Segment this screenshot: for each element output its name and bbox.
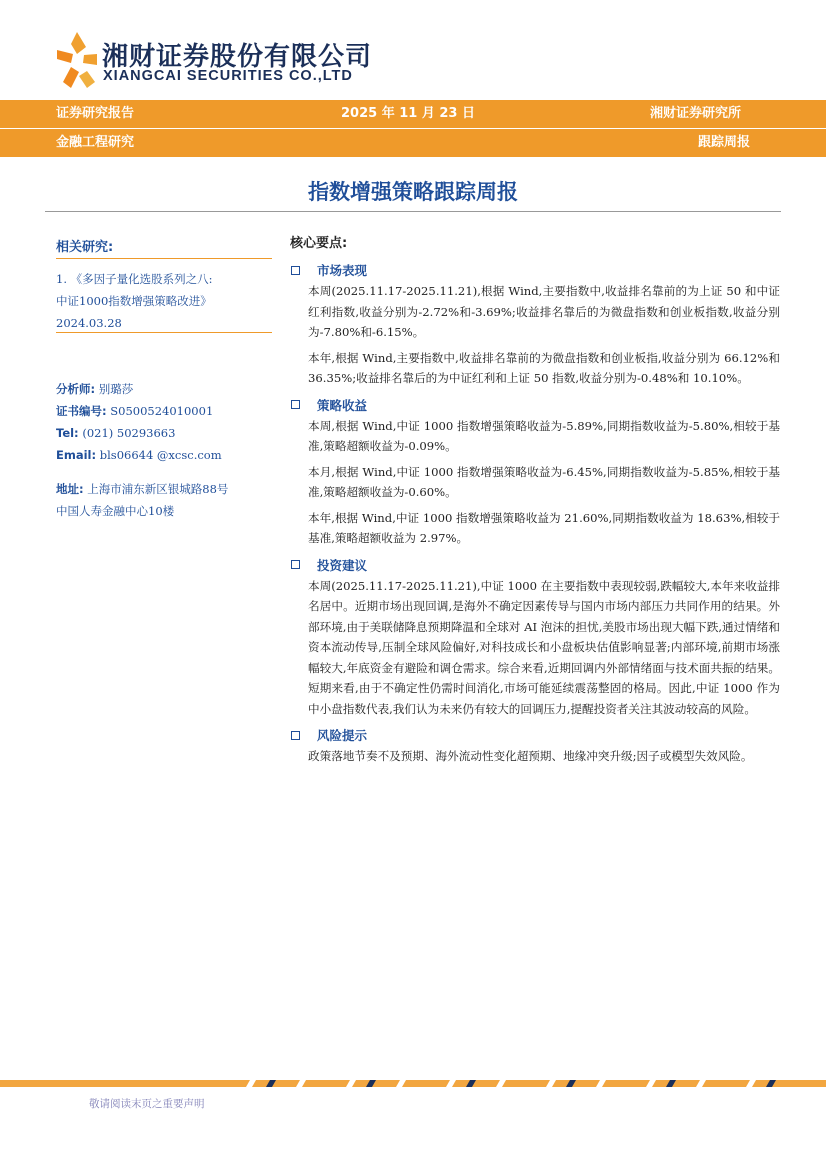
report-series: 跟踪周报 — [698, 135, 751, 150]
checkbox-bullet-icon — [291, 400, 300, 409]
title-divider — [45, 211, 781, 212]
advice-paragraph: 本周(2025.11.17-2025.11.21),中证 1000 在主要指数中表现较弱,跌幅较大,本年来收益排名居中。近期市场出现回调,是海外不确定因素传导与国内市场内部压力共同作用的结果。外部环境,由于美联储降息预期降温和全球对 AI 泡沫的担忧,美股市场出现大幅下跌,通过情绪和资本流动传导,压制全球风险偏好,对科技成长和小盘板块估值影响显著;内部环境,前期市场涨幅较大,年底资金有避险和调仓需求。综合来看,近期回调内外部情绪面与技术面共振的结果。短期来看,由于不确定性仍需时间消化,市场可能延续震荡整固的格局。因此,中证 1000 作为中小盘指数代表,我们认为未来仍有较大的回调压力,提醒投资者关注其波动较高的风险。 — [308, 578, 780, 716]
section-advice-heading: 投资建议 — [290, 554, 780, 576]
related-research-item[interactable] — [56, 268, 272, 334]
company-logo-icon — [57, 32, 97, 88]
analyst-cert-row: 证书编号: S0500524010001 — [56, 404, 214, 418]
sidebar-divider-bottom — [56, 332, 272, 333]
analyst-email-row: Email: bls06644 @xcsc.com — [56, 448, 222, 462]
report-type: 证券研究报告 — [56, 106, 135, 121]
institute-name: 湘财证券研究所 — [650, 106, 742, 121]
section-market-heading: 市场表现 — [290, 259, 780, 281]
report-date: 2025 年 11 月 23 日 — [341, 106, 475, 121]
market-paragraph: 本年,根据 Wind,主要指数中,收益排名靠前的为微盘指数和创业板指,收益分别为 66.12%和 36.35%;收益排名靠后的为中证红利和上证 50 指数,收益分别为-0.48%和 10.10%。 — [308, 350, 780, 385]
research-category: 金融工程研究 — [56, 135, 135, 150]
address-row-2: 中国人寿金融中心10楼 — [56, 504, 175, 518]
address-row: 地址: 上海市浦东新区银城路88号 — [56, 482, 229, 496]
analyst-name-row: 分析师: 别璐莎 — [56, 382, 134, 396]
checkbox-bullet-icon — [291, 731, 300, 740]
sidebar-divider-top — [56, 258, 272, 259]
related-research-heading: 相关研究: — [56, 240, 114, 255]
strategy-paragraph: 本年,根据 Wind,中证 1000 指数增强策略收益为 21.60%,同期指数收益为 18.63%,相较于基准,策略超额收益为 2.97%。 — [308, 510, 780, 545]
analyst-info — [56, 378, 286, 522]
related-research-line1: 1. 《多因子量化选股系列之八: — [56, 272, 213, 286]
strategy-paragraph: 本月,根据 Wind,中证 1000 指数增强策略收益为-6.45%,同期指数收益为-5.85%,相较于基准,策略超额收益为-0.60%。 — [308, 464, 780, 499]
main-content — [290, 232, 780, 772]
checkbox-bullet-icon — [291, 266, 300, 275]
page-title: 指数增强策略跟踪周报 — [308, 180, 518, 204]
checkbox-bullet-icon — [291, 560, 300, 569]
company-name-cn: 湘财证券股份有限公司 — [102, 42, 373, 72]
company-name-en: XIANGCAI SECURITIES CO.,LTD — [103, 68, 353, 84]
footer-disclaimer: 敬请阅读末页之重要声明 — [89, 1098, 205, 1110]
analyst-tel-row: Tel: (021) 50293663 — [56, 426, 176, 440]
footer-stripe — [0, 1080, 826, 1087]
header-band-top — [0, 100, 826, 128]
market-paragraph: 本周(2025.11.17-2025.11.21),根据 Wind,主要指数中,收益排名靠前的为上证 50 和中证红利指数,收益分别为-2.72%和-3.69%;收益排名靠后的为微盘指数和创业板指数,收益分别为-7.80%和-6.15%。 — [308, 284, 780, 339]
risk-paragraph: 政策落地节奏不及预期、海外流动性变化超预期、地缘冲突升级;因子或模型失效风险。 — [308, 749, 753, 763]
header-band-bottom — [0, 128, 826, 157]
section-strategy-heading: 策略收益 — [290, 394, 780, 416]
analyst-email-link[interactable]: bls06644 @xcsc.com — [99, 448, 222, 462]
core-points-heading: 核心要点: — [290, 236, 348, 251]
related-research-date: 2024.03.28 — [56, 316, 122, 330]
related-research-line2: 中证1000指数增强策略改进》 — [56, 294, 212, 308]
strategy-paragraph: 本周,根据 Wind,中证 1000 指数增强策略收益为-5.89%,同期指数收益为-5.80%,相较于基准,策略超额收益为-0.09%。 — [308, 418, 780, 453]
section-risk-heading: 风险提示 — [290, 724, 780, 746]
